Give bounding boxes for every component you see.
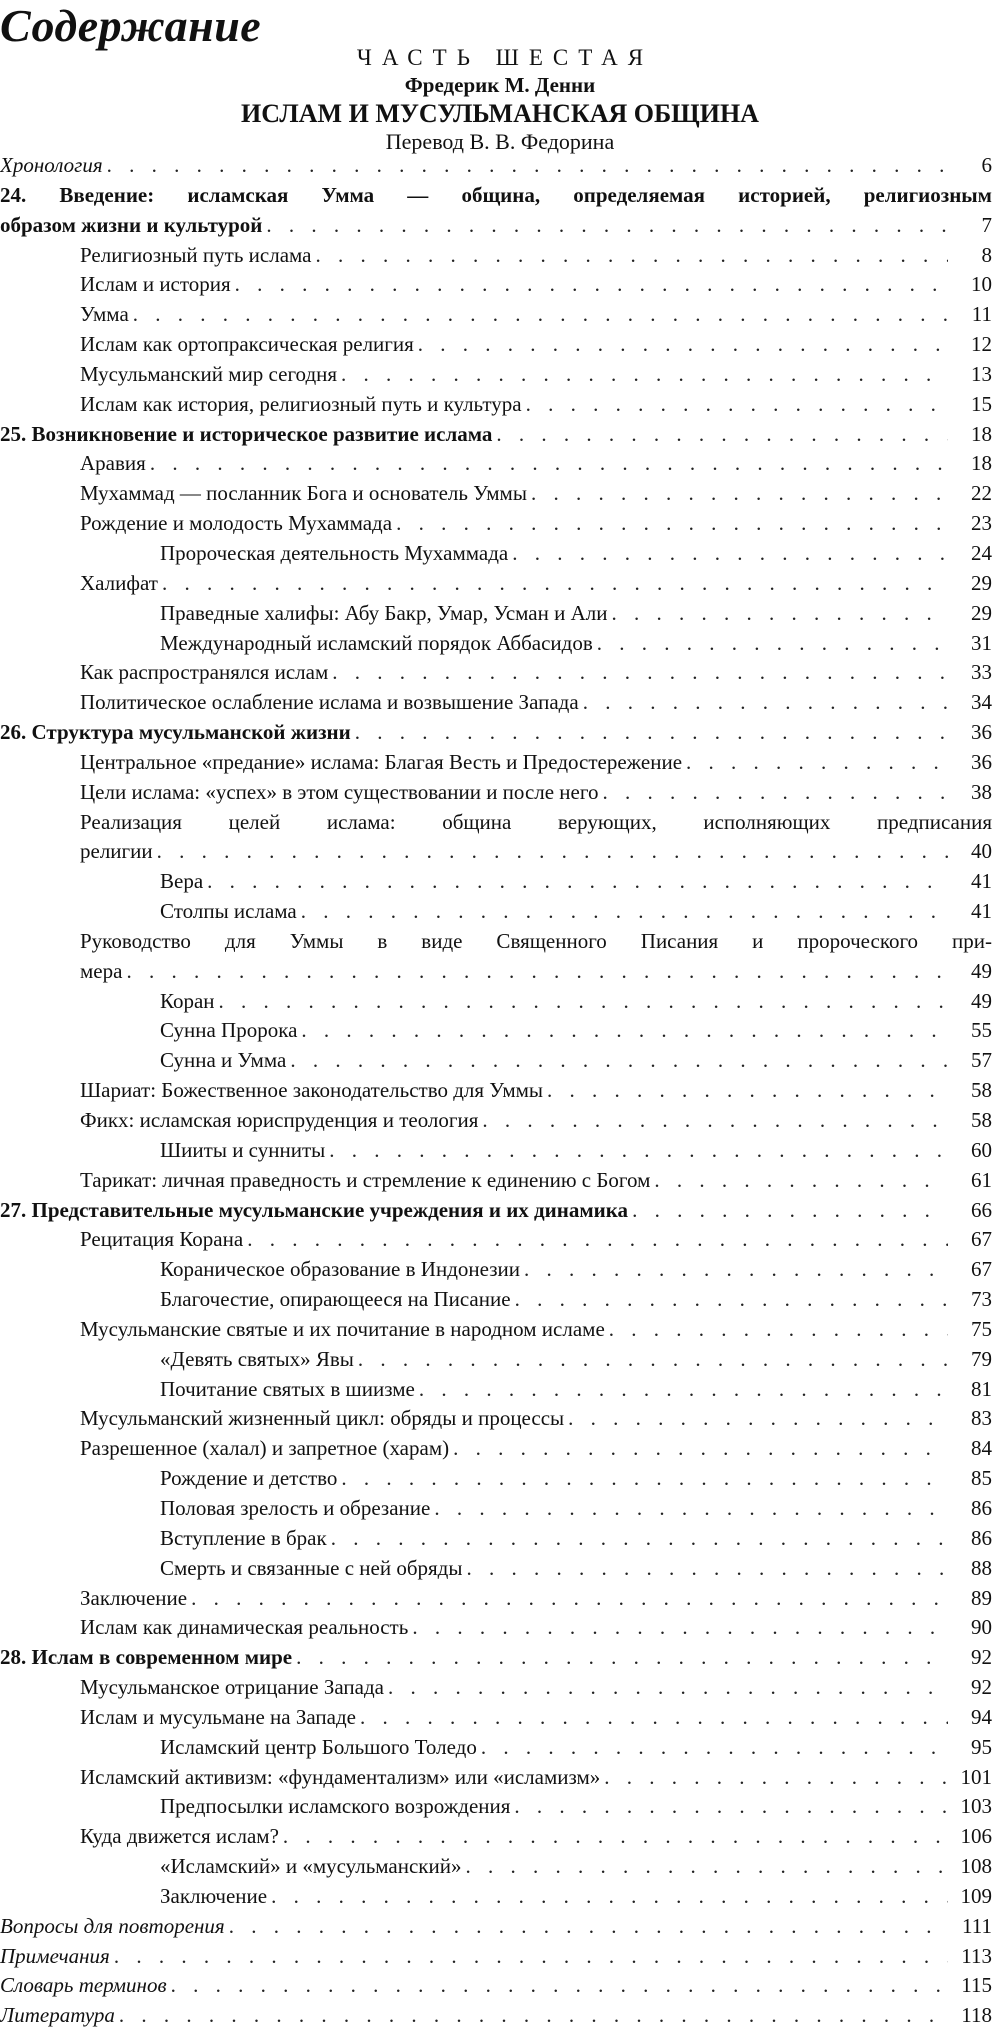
toc-page-number: 18 bbox=[971, 451, 992, 476]
toc-page-number: 29 bbox=[971, 570, 992, 595]
toc-entry[interactable] bbox=[0, 1763, 1000, 1793]
toc-entry-title: Заключение bbox=[160, 1883, 268, 1908]
toc-page-number: 11 bbox=[971, 302, 992, 327]
toc-page-number: 58 bbox=[971, 1108, 992, 1132]
toc-entry[interactable] bbox=[0, 927, 1000, 987]
toc-entry[interactable] bbox=[0, 2001, 1000, 2031]
dot-leader bbox=[266, 211, 948, 241]
dot-leader bbox=[686, 748, 948, 778]
toc-page-number: 10 bbox=[971, 272, 992, 297]
toc-page-number: 60 bbox=[971, 1137, 992, 1162]
toc-entry[interactable] bbox=[0, 479, 1000, 509]
dot-leader bbox=[358, 1345, 948, 1375]
toc-entry-title: Столпы ислама bbox=[160, 899, 297, 924]
toc-entry-title: Сунна и Умма bbox=[160, 1048, 287, 1073]
toc-entry-title: Пророческая деятельность Мухаммада bbox=[160, 540, 509, 565]
toc-page-number: 118 bbox=[961, 2003, 992, 2028]
toc-entry[interactable] bbox=[0, 808, 1000, 868]
toc-entry-title: Половая зрелость и обрезание bbox=[160, 1495, 431, 1520]
toc-page-number: 73 bbox=[971, 1287, 992, 1312]
toc-entry-title: Ислам как динамическая реальность bbox=[80, 1615, 409, 1640]
dot-leader bbox=[150, 449, 948, 479]
toc-page-number: 61 bbox=[971, 1167, 992, 1192]
translator-credit: Перевод В. В. Федорина bbox=[385, 129, 615, 154]
toc-entry-title: Почитание святых в шиизме bbox=[160, 1376, 415, 1401]
toc-entry[interactable] bbox=[0, 390, 1000, 420]
toc-page-number: 101 bbox=[960, 1764, 992, 1789]
toc-entry[interactable] bbox=[0, 987, 1000, 1017]
toc-entry[interactable] bbox=[0, 1255, 1000, 1285]
toc-page-number: 41 bbox=[971, 899, 992, 924]
toc-entry[interactable] bbox=[0, 539, 1000, 569]
toc-entry[interactable] bbox=[0, 1046, 1000, 1076]
toc-entry[interactable] bbox=[0, 1912, 1000, 1942]
toc-page-number: 55 bbox=[971, 1018, 992, 1043]
dot-leader bbox=[133, 300, 948, 330]
dot-leader bbox=[526, 390, 948, 420]
toc-entry[interactable] bbox=[0, 1016, 1000, 1046]
toc-entry-title: Словарь терминов bbox=[0, 1973, 167, 1998]
toc-entry-title: Религиозный путь ислама bbox=[80, 242, 312, 267]
page-title: Содержание bbox=[0, 0, 262, 51]
toc-entry[interactable] bbox=[0, 658, 1000, 688]
toc-entry-title: Смерть и связанные с ней обряды bbox=[160, 1555, 463, 1580]
dot-leader bbox=[418, 330, 948, 360]
part-header bbox=[0, 44, 1000, 155]
toc-page-number: 86 bbox=[971, 1495, 992, 1520]
dot-leader bbox=[157, 837, 948, 867]
toc-page-number: 41 bbox=[971, 869, 992, 894]
toc-page-number: 89 bbox=[971, 1585, 992, 1610]
toc-entry-title: Кораническое образование в Индонезии bbox=[160, 1257, 520, 1282]
toc-entry[interactable] bbox=[0, 1285, 1000, 1315]
toc-entry[interactable] bbox=[0, 599, 1000, 629]
dot-leader bbox=[162, 569, 948, 599]
toc-page-number: 94 bbox=[971, 1704, 992, 1729]
toc-page-number: 85 bbox=[971, 1466, 992, 1491]
toc-entry[interactable] bbox=[0, 897, 1000, 927]
dot-leader bbox=[654, 1166, 948, 1196]
toc-page-number: 29 bbox=[971, 600, 992, 625]
toc-entry-title: Сунна Пророка bbox=[160, 1018, 298, 1043]
toc-entry-title: 25. Возникновение и историческое развитие ислама bbox=[0, 421, 493, 446]
toc-page-number: 113 bbox=[961, 1943, 992, 1968]
toc-page-number: 109 bbox=[960, 1883, 992, 1908]
toc-entry-title: «Исламский» и «мусульманский» bbox=[160, 1854, 462, 1879]
toc-page-number: 108 bbox=[960, 1854, 992, 1879]
toc-entry[interactable] bbox=[0, 1852, 1000, 1882]
toc-entry-title: Международный исламский порядок Аббасидов bbox=[160, 630, 593, 655]
toc-page-number: 92 bbox=[971, 1645, 992, 1670]
toc-page-number: 84 bbox=[971, 1436, 992, 1461]
toc-page-number: 67 bbox=[971, 1227, 992, 1252]
part-label: ЧАСТЬ ШЕСТАЯ bbox=[356, 45, 654, 70]
toc-entry[interactable] bbox=[0, 1822, 1000, 1852]
toc-entry[interactable] bbox=[0, 1554, 1000, 1584]
toc-entry[interactable] bbox=[0, 1375, 1000, 1405]
toc-entry[interactable] bbox=[0, 1673, 1000, 1703]
toc-entry-title: Разрешенное (халал) и запретное (харам) bbox=[80, 1436, 450, 1461]
toc-entry-title: 24. Введение: исламская Умма — община, определяемая историей, религиозным bbox=[0, 182, 992, 207]
toc-entry[interactable] bbox=[0, 1613, 1000, 1643]
toc-page-number: 36 bbox=[971, 749, 992, 774]
toc-page-number: 115 bbox=[961, 1973, 992, 1998]
toc-page-number: 75 bbox=[971, 1316, 992, 1341]
toc-entry-title: Исламский центр Большого Толедо bbox=[160, 1734, 477, 1759]
toc-entry-title: Ислам как история, религиозный путь и культура bbox=[80, 391, 522, 416]
toc-entry[interactable] bbox=[0, 181, 1000, 241]
toc-page-number: 106 bbox=[960, 1824, 992, 1849]
dot-leader bbox=[355, 718, 948, 748]
dot-leader bbox=[524, 1255, 948, 1285]
toc-page-number: 38 bbox=[971, 779, 992, 804]
toc-entry-title: Благочестие, опирающееся на Писание bbox=[160, 1287, 511, 1312]
dot-leader bbox=[609, 1315, 948, 1345]
toc-entry-title: Шариат: Божественное законодательство для Уммы bbox=[80, 1078, 544, 1103]
toc-entry-title: Праведные халифы: Абу Бакр, Умар, Усман и Али bbox=[160, 600, 608, 625]
toc-entry[interactable] bbox=[0, 509, 1000, 539]
dot-leader bbox=[301, 1016, 948, 1046]
dot-leader bbox=[229, 1912, 948, 1942]
toc-entry[interactable] bbox=[0, 1076, 1000, 1106]
toc-page-number: 18 bbox=[971, 421, 992, 446]
dot-leader bbox=[512, 539, 948, 569]
dot-leader bbox=[602, 778, 948, 808]
dot-leader bbox=[547, 1076, 948, 1106]
toc-entry[interactable] bbox=[0, 718, 1000, 748]
toc-page-number: 33 bbox=[971, 660, 992, 685]
toc-entry-title: Умма bbox=[80, 302, 129, 327]
toc-entry-title: Руководство для Уммы в виде Священного Писания и пророческого при- bbox=[80, 928, 992, 953]
toc-page-number: 6 bbox=[981, 153, 992, 177]
dot-leader bbox=[514, 1792, 948, 1822]
toc-entry-title: Мусульманский жизненный цикл: обряды и процессы bbox=[80, 1406, 565, 1431]
toc-entry-title-continued: мера bbox=[80, 958, 123, 983]
toc-entry-title: Рождение и молодость Мухаммада bbox=[80, 511, 393, 536]
dot-leader bbox=[388, 1673, 948, 1703]
toc-entry[interactable] bbox=[0, 629, 1000, 659]
dot-leader bbox=[360, 1703, 948, 1733]
dot-leader bbox=[235, 270, 948, 300]
dot-leader bbox=[611, 599, 948, 629]
toc-entry-title: Аравия bbox=[80, 451, 146, 476]
toc-entry-title: Примечания bbox=[0, 1943, 110, 1968]
toc-page-number: 58 bbox=[971, 1078, 992, 1103]
toc-page-number: 34 bbox=[971, 690, 992, 715]
toc-entry-title: Заключение bbox=[80, 1585, 188, 1610]
dot-leader bbox=[107, 151, 948, 181]
dot-leader bbox=[412, 1613, 948, 1643]
toc-entry[interactable] bbox=[0, 1524, 1000, 1554]
dot-leader bbox=[341, 1464, 948, 1494]
toc-entry[interactable] bbox=[0, 1434, 1000, 1464]
toc-page-number: 49 bbox=[971, 958, 992, 983]
toc-entry-title: Мусульманские святые и их почитание в народном исламе bbox=[80, 1316, 605, 1341]
toc-entry[interactable] bbox=[0, 1942, 1000, 1972]
dot-leader bbox=[271, 1882, 948, 1912]
toc-page-number: 81 bbox=[971, 1376, 992, 1401]
toc-entry[interactable] bbox=[0, 867, 1000, 897]
toc-entry-title: 28. Ислам в современном мире bbox=[0, 1645, 293, 1670]
dot-leader bbox=[290, 1046, 948, 1076]
toc-entry-title: Вопросы для повторения bbox=[0, 1913, 225, 1938]
toc-entry-title: Коран bbox=[160, 988, 215, 1013]
toc-entry[interactable] bbox=[0, 1643, 1000, 1673]
toc-entry[interactable] bbox=[0, 748, 1000, 778]
toc-entry[interactable] bbox=[0, 1792, 1000, 1822]
toc-entry[interactable] bbox=[0, 330, 1000, 360]
toc-entry[interactable] bbox=[0, 270, 1000, 300]
toc-entry[interactable] bbox=[0, 1196, 1000, 1226]
dot-leader bbox=[482, 1106, 948, 1136]
dot-leader bbox=[568, 1404, 948, 1434]
toc-entry[interactable] bbox=[0, 1464, 1000, 1494]
toc-entry[interactable] bbox=[0, 1971, 1000, 2001]
toc-entry[interactable] bbox=[0, 1584, 1000, 1614]
toc-entry[interactable] bbox=[0, 688, 1000, 718]
dot-leader bbox=[331, 1524, 948, 1554]
dot-leader bbox=[434, 1494, 948, 1524]
toc-entry-title: Вера bbox=[160, 869, 204, 894]
toc-entry[interactable] bbox=[0, 569, 1000, 599]
toc-page-number: 49 bbox=[971, 988, 992, 1013]
dot-leader bbox=[466, 1554, 948, 1584]
dot-leader bbox=[466, 1852, 949, 1882]
dot-leader bbox=[496, 420, 948, 450]
toc-entry-title: Халифат bbox=[80, 570, 158, 595]
toc-entry[interactable] bbox=[0, 300, 1000, 330]
dot-leader bbox=[332, 658, 948, 688]
toc-entry[interactable] bbox=[0, 1315, 1000, 1345]
toc-page-number: 7 bbox=[981, 212, 992, 237]
toc-page-number: 66 bbox=[971, 1197, 992, 1222]
toc-entry-title: Реализация целей ислама: община верующих, исполняющих предписания bbox=[80, 809, 992, 834]
toc-page-number: 67 bbox=[971, 1257, 992, 1282]
toc-entry-title: 26. Структура мусульманской жизни bbox=[0, 720, 351, 745]
toc-entry-title: 27. Представительные мусульманские учреждения и их динамика bbox=[0, 1197, 629, 1222]
toc-entry-title-continued: религии bbox=[80, 839, 153, 864]
toc-entry-title: Куда движется ислам? bbox=[80, 1824, 279, 1849]
toc-page-number: 83 bbox=[971, 1406, 992, 1431]
toc-page-number: 79 bbox=[971, 1346, 992, 1371]
toc-entry[interactable] bbox=[0, 360, 1000, 390]
toc-page-number: 103 bbox=[960, 1794, 992, 1819]
toc-entry[interactable] bbox=[0, 778, 1000, 808]
toc-entry[interactable] bbox=[0, 1404, 1000, 1434]
dot-leader bbox=[341, 360, 948, 390]
dot-leader bbox=[316, 241, 949, 271]
dot-leader bbox=[126, 957, 948, 987]
dot-leader bbox=[531, 479, 948, 509]
toc-entry[interactable] bbox=[0, 1345, 1000, 1375]
dot-leader bbox=[597, 629, 948, 659]
dot-leader bbox=[583, 688, 948, 718]
toc-page-number: 13 bbox=[971, 361, 992, 386]
dot-leader bbox=[515, 1285, 948, 1315]
toc-entry[interactable] bbox=[0, 151, 1000, 181]
book-title: ИСЛАМ И МУСУЛЬМАНСКАЯ ОБЩИНА bbox=[241, 99, 759, 128]
toc-entry-title: Мухаммад — посланник Бога и основатель Уммы bbox=[80, 481, 527, 506]
dot-leader bbox=[247, 1225, 948, 1255]
toc-entry[interactable] bbox=[0, 1225, 1000, 1255]
dot-leader bbox=[481, 1733, 948, 1763]
toc-entry-title: Как распространялся ислам bbox=[80, 660, 329, 685]
dot-leader bbox=[301, 897, 948, 927]
toc-page-number: 40 bbox=[971, 839, 992, 864]
toc-entry-title: Центральное «предание» ислама: Благая Весть и Предостережение bbox=[80, 749, 683, 774]
toc-page-number: 95 bbox=[971, 1734, 992, 1759]
toc-entry-title: Вступление в брак bbox=[160, 1525, 327, 1550]
dot-leader bbox=[632, 1196, 948, 1226]
dot-leader bbox=[419, 1375, 948, 1405]
dot-leader bbox=[219, 987, 948, 1017]
toc-entry-title: Предпосылки исламского возрождения bbox=[160, 1794, 511, 1819]
dot-leader bbox=[604, 1763, 948, 1793]
toc-page-number: 88 bbox=[971, 1555, 992, 1580]
toc-page-number: 90 bbox=[971, 1615, 992, 1640]
dot-leader bbox=[191, 1584, 948, 1614]
dot-leader bbox=[453, 1434, 948, 1464]
toc-entry-title: Шииты и сунниты bbox=[160, 1137, 326, 1162]
toc-page-number: 57 bbox=[971, 1048, 992, 1073]
toc-entry[interactable] bbox=[0, 1733, 1000, 1763]
toc-page-number: 92 bbox=[971, 1675, 992, 1700]
toc-entry-title: Цели ислама: «успех» в этом существовании и после него bbox=[80, 779, 599, 804]
toc-page-number: 31 bbox=[971, 630, 992, 655]
toc-entry-title: Хронология bbox=[0, 153, 103, 177]
toc-page-number: 12 bbox=[971, 332, 992, 357]
dot-leader bbox=[329, 1136, 948, 1166]
toc-entry-title: Фикх: исламская юриспруденция и теология bbox=[80, 1108, 479, 1132]
dot-leader bbox=[171, 1971, 948, 2001]
toc-page-number: 86 bbox=[971, 1525, 992, 1550]
toc-entry[interactable] bbox=[0, 1166, 1000, 1196]
toc-page-number: 111 bbox=[962, 1913, 992, 1938]
dot-leader bbox=[114, 1942, 948, 1972]
toc-page-number: 8 bbox=[981, 242, 992, 267]
toc-entry[interactable] bbox=[0, 420, 1000, 450]
toc-entry-title: Рождение и детство bbox=[160, 1466, 338, 1491]
toc-entry[interactable] bbox=[0, 241, 1000, 271]
dot-leader bbox=[119, 2001, 948, 2031]
toc-entry-title-continued: образом жизни и культурой bbox=[0, 212, 263, 237]
toc-entry-title: Ислам как ортопраксическая религия bbox=[80, 332, 414, 357]
toc-entry[interactable] bbox=[0, 449, 1000, 479]
toc-entry-title: Исламский активизм: «фундаментализм» или «исламизм» bbox=[80, 1764, 601, 1789]
toc-page-number: 22 bbox=[971, 481, 992, 506]
toc-page-number: 15 bbox=[971, 391, 992, 416]
toc-entry[interactable] bbox=[0, 1703, 1000, 1733]
author-name: Фредерик М. Денни bbox=[404, 73, 596, 97]
dot-leader bbox=[296, 1643, 948, 1673]
toc-entry-title: Ислам и мусульмане на Западе bbox=[80, 1704, 356, 1729]
toc-entry[interactable] bbox=[0, 1106, 1000, 1136]
dot-leader bbox=[396, 509, 948, 539]
toc-page-number: 23 bbox=[971, 511, 992, 536]
toc-entry-title: Мусульманский мир сегодня bbox=[80, 361, 338, 386]
dot-leader bbox=[283, 1822, 948, 1852]
toc-entry-title: Тарикат: личная праведность и стремление к единению с Богом bbox=[80, 1167, 651, 1192]
toc-entry-title: Ислам и история bbox=[80, 272, 231, 297]
toc-entry-title: Литература bbox=[0, 2003, 115, 2028]
toc-entry-title: Рецитация Корана bbox=[80, 1227, 244, 1252]
toc-entry[interactable] bbox=[0, 1494, 1000, 1524]
toc-page-number: 24 bbox=[971, 540, 992, 565]
toc-entry[interactable] bbox=[0, 1882, 1000, 1912]
toc-entry-title: Политическое ослабление ислама и возвышение Запада bbox=[80, 690, 579, 715]
toc-page-number: 36 bbox=[971, 720, 992, 745]
dot-leader bbox=[207, 867, 948, 897]
toc-entry-title: «Девять святых» Явы bbox=[160, 1346, 354, 1371]
toc-entry[interactable] bbox=[0, 1136, 1000, 1166]
toc-entry-title: Мусульманское отрицание Запада bbox=[80, 1675, 384, 1700]
table-of-contents bbox=[0, 151, 1000, 2031]
